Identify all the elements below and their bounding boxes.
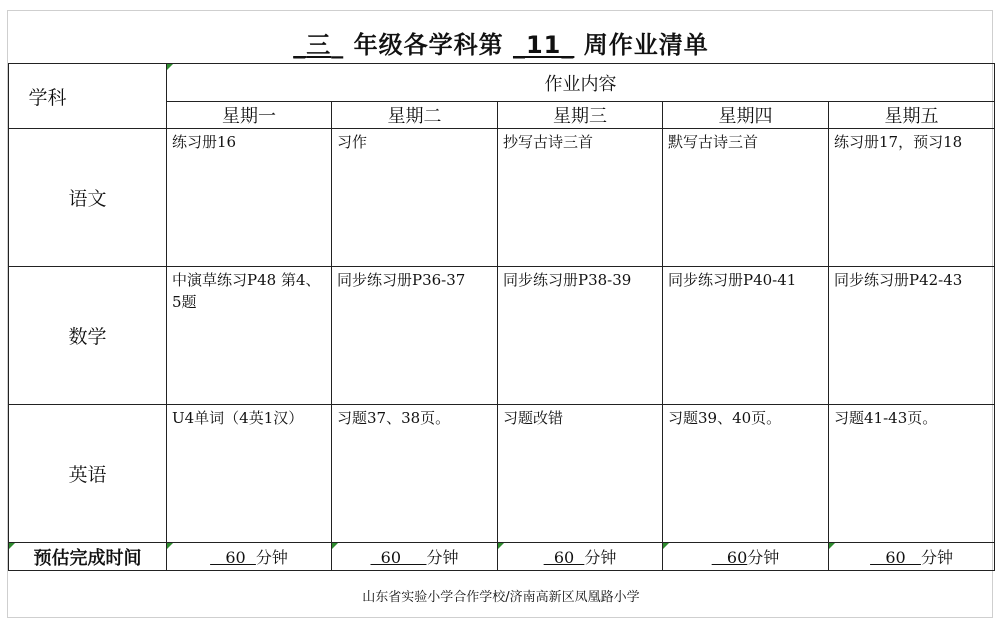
- title-week: _11_: [512, 31, 575, 59]
- school-footer: 山东省实验小学合作学校/济南高新区凤凰路小学: [362, 590, 640, 605]
- title-suffix: 周作业清单: [574, 31, 709, 59]
- subject-chinese: 语文: [9, 129, 167, 267]
- title-grade-blank-prefix: _: [293, 31, 307, 59]
- day-header-fri: 星期五: [829, 102, 995, 129]
- task-cell: U4单词（4英1汉）: [167, 405, 332, 543]
- day-header-mon: 星期一: [167, 102, 332, 129]
- estimate-unit: 分钟: [255, 548, 288, 567]
- task-cell: 习题37、38页。: [332, 405, 498, 543]
- cell-marker-icon: [9, 543, 15, 549]
- table-row: [9, 129, 995, 267]
- estimate-value: 60: [543, 548, 585, 567]
- cell-marker-icon: [829, 543, 835, 549]
- estimate-row: [9, 543, 995, 571]
- subject-math: 数学: [9, 267, 167, 405]
- estimate-cell: [498, 543, 663, 571]
- header-row: [9, 64, 995, 102]
- subject-english: 英语: [9, 405, 167, 543]
- content-header-label: 作业内容: [544, 73, 617, 95]
- estimate-value: 60: [870, 548, 921, 567]
- cell-marker-icon: [663, 543, 669, 549]
- day-header-thu: 星期四: [663, 102, 829, 129]
- day-header-wed: 星期三: [498, 102, 663, 129]
- homework-sheet: [7, 10, 993, 618]
- task-cell: 中演草练习P48 第4、5题: [167, 267, 332, 405]
- estimate-cell: [167, 543, 332, 571]
- cell-marker-icon: [332, 543, 338, 549]
- cell-marker-icon: [167, 64, 173, 70]
- estimate-cell: [663, 543, 829, 571]
- task-cell: 抄写古诗三首: [498, 129, 663, 267]
- estimate-unit: 分钟: [584, 548, 617, 567]
- task-cell: 习题改错: [498, 405, 663, 543]
- estimate-cell: [332, 543, 498, 571]
- subject-header: [9, 64, 167, 129]
- cell-marker-icon: [498, 543, 504, 549]
- task-cell: 同步练习册P42-43: [829, 267, 995, 405]
- page-title: [8, 25, 994, 60]
- estimate-value: 60: [711, 548, 748, 567]
- estimate-cell: [829, 543, 995, 571]
- task-cell: 同步练习册P40-41: [663, 267, 829, 405]
- estimate-value: 60: [370, 548, 427, 567]
- content-header: [167, 64, 995, 102]
- task-cell: 默写古诗三首: [663, 129, 829, 267]
- estimate-label-text: 预估完成时间: [33, 547, 142, 569]
- estimate-unit: 分钟: [920, 548, 953, 567]
- estimate-unit: 分钟: [747, 548, 780, 567]
- table-row: [9, 267, 995, 405]
- task-cell: 同步练习册P36-37: [332, 267, 498, 405]
- day-header-tue: 星期二: [332, 102, 498, 129]
- estimate-label: [9, 543, 167, 571]
- task-cell: 练习册17，预习18: [829, 129, 995, 267]
- table-row: [9, 405, 995, 543]
- cell-marker-icon: [167, 543, 173, 549]
- title-grade: 三: [306, 31, 332, 59]
- estimate-unit: 分钟: [426, 548, 459, 567]
- task-cell: 习题39、40页。: [663, 405, 829, 543]
- task-cell: 练习册16: [167, 129, 332, 267]
- task-cell: 同步练习册P38-39: [498, 267, 663, 405]
- estimate-value: 60: [210, 548, 256, 567]
- title-middle: _ 年级各学科第: [331, 31, 513, 59]
- task-cell: 习题41-43页。: [829, 405, 995, 543]
- homework-table: [8, 63, 995, 571]
- task-cell: 习作: [332, 129, 498, 267]
- subject-header-label: 学科: [28, 86, 67, 109]
